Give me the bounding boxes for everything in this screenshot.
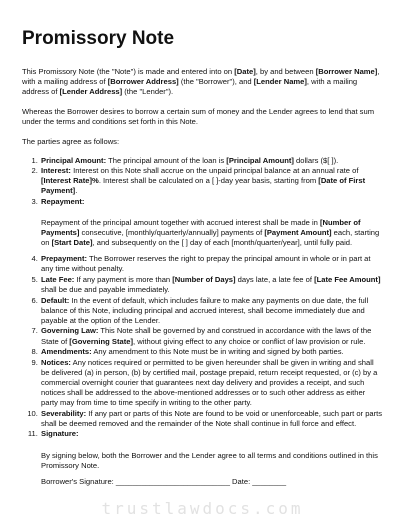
term-repayment — [40, 197, 384, 248]
document-title: Promissory Note — [22, 28, 175, 49]
term-notices: 9. Notices: Any notices required or permitted to be given hereunder shall be given in writing and shall be delivered (a) in person, (b) by certified mail, postage prepaid, return receipt requested, or (c) by a commercial overnight courier that guarantees next day delivery and provides a receipt, and such notices shall be addressed to the above-mentioned addresses or to such other address as either party may from time to time specify in writing to the other party. — [40, 358, 384, 408]
term-heading: Severability: — [41, 408, 87, 418]
intro-paragraph: This Promissory Note (the "Note") is made and entered into on [Date], by and between [Borrower Name], with a mailing address of [Borrower Address] (the "Borrower"), and [Lender Name], with a mailing address of [Lender Address] (the "Lender"). — [22, 67, 380, 97]
term-late-fee: 5. Late Fee: If any payment is more than [Number of Days] days late, a late fee of [Late Fee Amount] shall be due and payable immediately. — [40, 275, 384, 295]
term-principal-amount: 1. Principal Amount: The principal amount of the loan is [Principal Amount] dollars ($[ ]). — [40, 156, 384, 166]
whereas-paragraph: Whereas the Borrower desires to borrow a certain sum of money and the Lender agrees to lend that sum under the terms and conditions set forth in this Note. — [22, 107, 375, 127]
term-interest: 2. Interest: Interest on this Note shall accrue on the unpaid principal balance at an annual rate of [Interest Rate]%. Interest shall be calculated on a [ ]-day year basis, starting from [Date of First Payment]. — [40, 166, 384, 196]
term-heading: Default: — [41, 295, 70, 305]
terms-list — [22, 156, 384, 487]
term-severability: 10. Severability: If any part or parts of this Note are found to be void or unenforceable, such part or parts shall be deemed removed and the remainder of the Note shall continue in full force and effect. — [40, 409, 384, 429]
term-signature — [40, 429, 384, 486]
repayment-details: Repayment of the principal amount together with accrued interest shall be made in [Number of Payments] consecutive, [monthly/quarterly/annually] payments of [Payment Amount] each, starting on [Start Date], and subsequently on the [ ] day of each [month/quarter/year], until fully paid. — [41, 218, 380, 248]
term-amendments: 8. Amendments: Any amendment to this Note must be in writing and signed by both parties. — [40, 347, 384, 357]
watermark-text: trustlawdocs.com — [101, 499, 304, 518]
term-heading: Governing Law: — [41, 326, 99, 336]
term-heading: Amendments: — [41, 347, 92, 357]
term-heading: Repayment: — [41, 196, 85, 206]
date-placeholder: [Date] — [234, 67, 256, 76]
borrower-name-placeholder: [Borrower Name] — [315, 67, 378, 76]
term-heading: Signature: — [41, 429, 79, 439]
parties-agree-text: The parties agree as follows: — [22, 137, 120, 147]
lender-name-placeholder: [Lender Name] — [253, 77, 307, 87]
term-heading: Prepayment: — [41, 254, 88, 264]
term-heading: Interest: — [41, 166, 71, 176]
borrower-signature-line[interactable]: Borrower's Signature: ___________________________ Date: ________ — [41, 476, 287, 486]
signature-agreement-text: By signing below, both the Borrower and the Lender agree to all terms and conditions outlined in this Promissory Note. — [41, 450, 378, 470]
term-default: 6. Default: In the event of default, which includes failure to make any payments on due date, the full balance of this Note, including principal and accrued interest, shall become immediately due and payable at the option of the Lender. — [40, 296, 384, 326]
lender-address-placeholder: [Lender Address] — [59, 87, 123, 97]
borrower-address-placeholder: [Borrower Address] — [107, 77, 179, 87]
term-heading: Notices: — [41, 357, 71, 367]
term-heading: Principal Amount: — [41, 155, 107, 165]
term-heading: Late Fee: — [41, 275, 75, 284]
document-page — [22, 28, 384, 487]
term-prepayment: 4. Prepayment: The Borrower reserves the right to prepay the principal amount in whole or in part at any time without penalty. — [40, 254, 384, 274]
term-governing-law: 7. Governing Law: This Note shall be governed by and construed in accordance with the laws of the State of [Governing State], without giving effect to any choice or conflict of law provision or rule. — [40, 326, 384, 346]
